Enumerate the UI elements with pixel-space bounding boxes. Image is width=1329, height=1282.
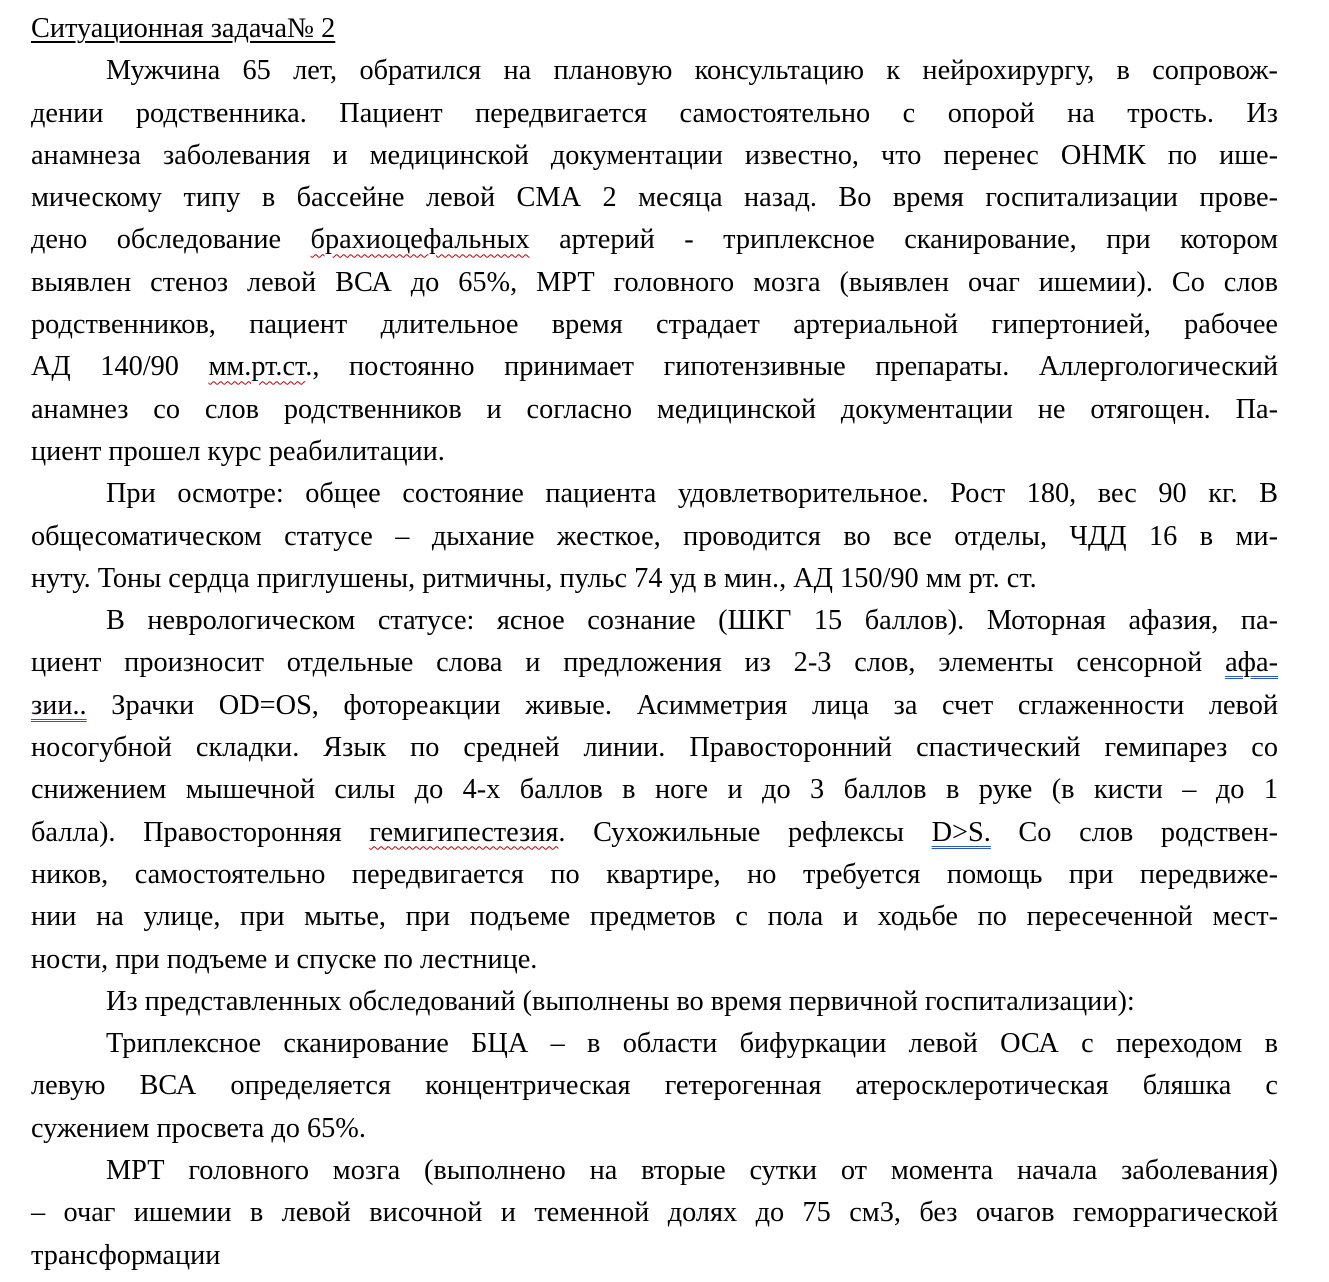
paragraph xyxy=(31,600,1278,981)
text-line xyxy=(31,93,1278,135)
text-run: левую ВСА определяется концентрическая гетерогенная атеросклеротическая бляшка с xyxy=(31,1070,1278,1102)
paragraph xyxy=(31,50,1278,473)
text-run: В неврологическом статусе: ясное сознание (ШКГ 15 баллов). Моторная афазия, па- xyxy=(106,605,1278,637)
text-run: нуту. Тоны сердца приглушены, ритмичны, пульс 74 уд в мин., АД 150/90 мм рт. ст. xyxy=(31,562,1037,594)
paragraph xyxy=(31,1150,1278,1277)
text-run: ., постоянно принимает гипотензивные препараты. Аллергологический xyxy=(305,351,1278,383)
text-run: Со слов родствен- xyxy=(990,816,1279,848)
text-run: нии на улице, при мытье, при подъеме предметов с пола и ходьбе по пересеченной мест- xyxy=(31,901,1278,933)
text-line xyxy=(31,727,1278,769)
document-title: Ситуационная задача№ 2 xyxy=(31,13,336,44)
text-line xyxy=(31,262,1278,304)
text-run: ности, при подъеме и спуске по лестнице. xyxy=(31,943,538,975)
text-run: носогубной складки. Язык по средней линии. Правосторонний спастический гемипарез со xyxy=(31,732,1278,764)
grammar-error-mark: D>S. xyxy=(931,816,991,848)
text-line xyxy=(31,177,1278,219)
text-line xyxy=(31,981,1278,1023)
spelling-error-mark: гемигипестезия xyxy=(369,816,559,848)
text-run: балла). Правосторонняя xyxy=(31,816,370,848)
text-run: дении родственника. Пациент передвигается самостоятельно с опорой на трость. Из xyxy=(31,97,1278,129)
text-run: циент прошел курс реабилитации. xyxy=(31,435,445,467)
text-run: циент произносит отдельные слова и предложения из 2-3 слов, элементы сенсорной xyxy=(31,647,1226,679)
text-line xyxy=(31,1235,1278,1277)
text-line xyxy=(31,812,1278,854)
text-line xyxy=(31,642,1278,684)
text-line xyxy=(31,389,1278,431)
text-run: . Сухожильные рефлексы xyxy=(558,816,932,848)
text-line xyxy=(31,1023,1278,1065)
text-run: анамнеза заболевания и медицинской документации известно, что перенес ОНМК по ише- xyxy=(31,139,1278,171)
text-line xyxy=(31,346,1278,388)
text-line xyxy=(31,431,1278,473)
paragraph xyxy=(31,1023,1278,1150)
text-line xyxy=(31,558,1278,600)
grammar-error-mark: зии.. xyxy=(31,689,87,721)
text-run: снижением мышечной силы до 4-х баллов в ноге и до 3 баллов в руке (в кисти – до 1 xyxy=(31,774,1278,806)
grammar-error-mark: афа- xyxy=(1225,647,1278,679)
text-run: мическому типу в бассейне левой СМА 2 месяца назад. Во время госпитализации прове- xyxy=(31,182,1278,214)
paragraph xyxy=(31,473,1278,600)
spelling-error-mark: мм.рт.ст xyxy=(208,351,306,383)
spelling-error-mark: брахиоцефальных xyxy=(310,224,530,256)
text-run: родственников, пациент длительное время страдает артериальной гипертонией, рабочее xyxy=(31,309,1278,341)
text-line xyxy=(31,304,1278,346)
text-run: – очаг ишемии в левой височной и теменной долях до 75 см3, без очагов геморрагической xyxy=(31,1197,1278,1229)
text-line xyxy=(31,600,1278,642)
text-line xyxy=(31,1108,1278,1150)
text-line xyxy=(31,219,1278,261)
text-run: АД 140/90 xyxy=(31,351,209,383)
text-line xyxy=(31,854,1278,896)
text-run: анамнез со слов родственников и согласно медицинской документации не отягощен. Па- xyxy=(31,393,1278,425)
text-run: общесоматическом статусе – дыхание жесткое, проводится во все отделы, ЧДД 16 в ми- xyxy=(31,520,1278,552)
text-run: Триплексное сканирование БЦА – в области бифуркации левой ОСА с переходом в xyxy=(106,1028,1278,1060)
text-line xyxy=(31,135,1278,177)
text-run: При осмотре: общее состояние пациента удовлетворительное. Рост 180, вес 90 кг. В xyxy=(106,478,1278,510)
text-line xyxy=(31,685,1278,727)
document-body xyxy=(31,50,1278,1277)
paragraph xyxy=(31,981,1278,1023)
text-run: Зрачки OD=OS, фотореакции живые. Асимметрия лица за счет сглаженности левой xyxy=(86,689,1278,721)
text-line xyxy=(31,1150,1278,1192)
text-line xyxy=(31,50,1278,92)
text-line xyxy=(31,896,1278,938)
text-line xyxy=(31,516,1278,558)
text-line xyxy=(31,1192,1278,1234)
text-run: Мужчина 65 лет, обратился на плановую консультацию к нейрохирургу, в сопровож- xyxy=(106,55,1278,87)
text-run: сужением просвета до 65%. xyxy=(31,1112,366,1144)
text-run: выявлен стеноз левой ВСА до 65%, МРТ головного мозга (выявлен очаг ишемии). Со слов xyxy=(31,266,1278,298)
document-page xyxy=(31,8,1278,1277)
text-line xyxy=(31,939,1278,981)
text-line xyxy=(31,473,1278,515)
text-line xyxy=(31,769,1278,811)
text-run: ников, самостоятельно передвигается по квартире, но требуется помощь при передвиже- xyxy=(31,858,1278,890)
text-line xyxy=(31,1065,1278,1107)
text-run: артерий - триплексное сканирование, при котором xyxy=(529,224,1278,256)
text-run: Из представленных обследований (выполнены во время первичной госпитализации): xyxy=(106,985,1135,1017)
text-run: дено обследование xyxy=(31,224,311,256)
text-run: МРТ головного мозга (выполнено на вторые сутки от момента начала заболевания) xyxy=(106,1155,1278,1187)
text-run: трансформации xyxy=(31,1239,221,1271)
